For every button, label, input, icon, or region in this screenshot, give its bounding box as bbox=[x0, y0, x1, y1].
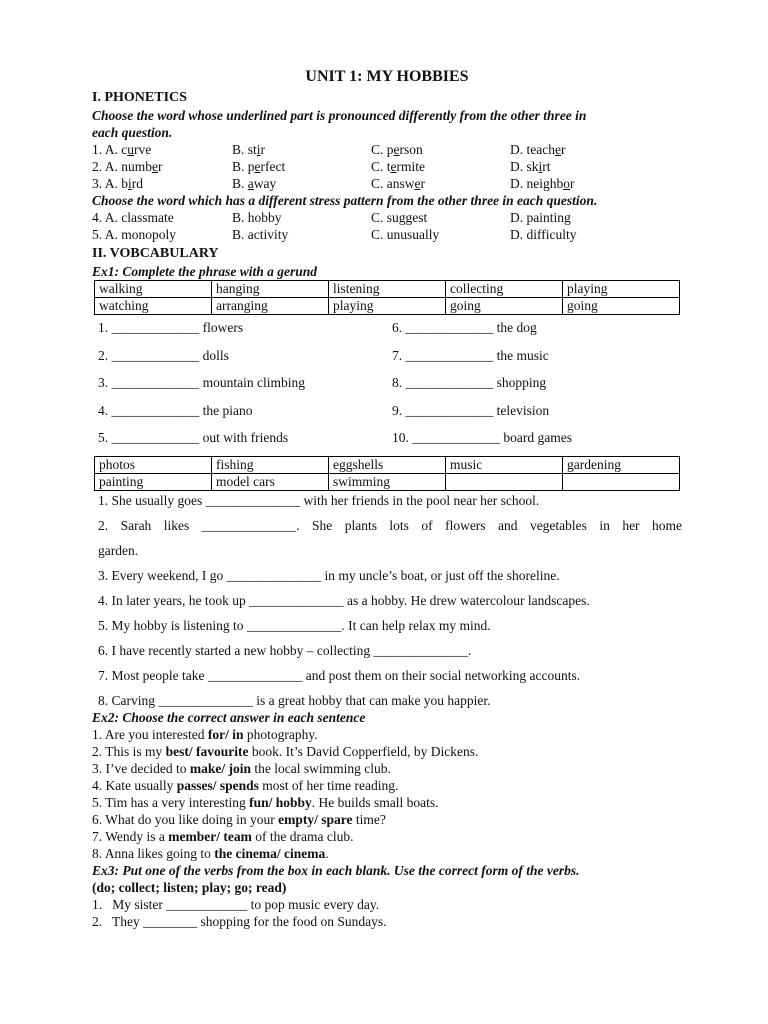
option: 4. A. classmate bbox=[92, 210, 174, 225]
ex2-choice: make/ join bbox=[189, 760, 251, 776]
fill-item: 10. _____________ board games bbox=[392, 430, 572, 445]
ex2-choice: the cinema/ cinema bbox=[214, 845, 326, 861]
option bbox=[92, 175, 232, 192]
option-text-pre: D. sk bbox=[510, 159, 539, 174]
question-row bbox=[92, 141, 682, 158]
ex2-text: 7. Wendy is a bbox=[92, 828, 169, 844]
sentence-5: 5. My hobby is listening to ______________. It can help relax my mind. bbox=[98, 617, 491, 633]
option-text-pre: C. answ bbox=[371, 176, 415, 191]
option bbox=[232, 158, 371, 175]
option-text-pre: D. teach bbox=[510, 142, 555, 157]
ex2-item bbox=[92, 794, 682, 811]
sentence-2a: 2. Sarah likes ______________. She plants lots of flowers and vegetables in her home bbox=[98, 517, 682, 533]
option-text-post: rfect bbox=[260, 159, 286, 174]
ex2-choice: best/ favourite bbox=[165, 743, 249, 759]
phonetics-heading: I. PHONETICS bbox=[92, 90, 187, 105]
gerund-word-box bbox=[94, 280, 680, 315]
fill-item: 2. _____________ dolls bbox=[98, 347, 229, 363]
ex2-item bbox=[92, 845, 682, 862]
option: 5. A. monopoly bbox=[92, 227, 177, 242]
option: B. activity bbox=[232, 227, 289, 242]
sentence-3: 3. Every weekend, I go ______________ in my uncle’s boat, or just off the shoreline. bbox=[98, 567, 560, 583]
box-cell: photos bbox=[95, 456, 212, 473]
sentence-6: 6. I have recently started a new hobby – collecting ______________. bbox=[98, 642, 472, 658]
option: C. unusually bbox=[371, 227, 440, 242]
ex2-item bbox=[92, 811, 682, 828]
option-text-pre: D. neighb bbox=[510, 176, 564, 191]
option-underlined: e bbox=[393, 142, 400, 157]
option-underlined: u bbox=[127, 142, 134, 157]
option-text-pre: B. st bbox=[232, 142, 257, 157]
ex2-text: photography. bbox=[243, 726, 318, 742]
instruction-1a: Choose the word whose underlined part is pronounced differently from the other three in bbox=[92, 108, 587, 123]
vocabulary-heading: II. VOBCABULARY bbox=[92, 246, 219, 261]
ex3-list bbox=[92, 896, 682, 930]
fill-item: 7. _____________ the music bbox=[392, 347, 549, 363]
box-cell: collecting bbox=[446, 281, 563, 298]
ex2-text: the local swimming club. bbox=[250, 760, 391, 776]
ex2-text: 1. Are you interested bbox=[92, 726, 208, 742]
sentence-8: 8. Carving ______________ is a great hobby that can make you happier. bbox=[98, 692, 491, 708]
fill-item: 9. _____________ television bbox=[392, 402, 550, 418]
option-text-post: r bbox=[158, 159, 163, 174]
option-text-post: r bbox=[260, 142, 266, 157]
ex2-text: . bbox=[325, 845, 329, 861]
option bbox=[92, 158, 232, 175]
option-text-post: rt bbox=[542, 159, 551, 174]
word-box-2 bbox=[94, 456, 680, 491]
stress-questions bbox=[92, 209, 682, 243]
ex3-verbs: (do; collect; listen; play; go; read) bbox=[92, 879, 287, 895]
option-text-post: way bbox=[253, 176, 277, 191]
ex2-text: of the drama club. bbox=[251, 828, 354, 844]
box-cell: arranging bbox=[212, 298, 329, 315]
option-underlined: e bbox=[152, 159, 159, 174]
ex2-choice: for/ in bbox=[207, 726, 244, 742]
ex2-title: Ex2: Choose the correct answer in each sentence bbox=[92, 709, 366, 725]
option-text-post: rd bbox=[131, 176, 144, 191]
box-cell: walking bbox=[95, 281, 212, 298]
option-text-pre: 2. A. numb bbox=[92, 159, 153, 174]
box-cell: hanging bbox=[212, 281, 329, 298]
question-row bbox=[92, 158, 682, 175]
ex2-choice: empty/ spare bbox=[278, 811, 353, 827]
ex2-item bbox=[92, 726, 682, 743]
fill-item: 5. _____________ out with friends bbox=[98, 430, 289, 445]
option-underlined: e bbox=[254, 159, 261, 174]
option bbox=[232, 141, 371, 158]
sentence-2b: garden. bbox=[98, 542, 139, 558]
option-underlined: o bbox=[563, 176, 570, 191]
phrase-fill-list bbox=[98, 319, 682, 457]
option-text-post: rson bbox=[399, 142, 423, 157]
box-cell: swimming bbox=[329, 473, 446, 490]
option-text-pre: B. bbox=[232, 176, 248, 191]
ex2-text: book. It’s David Copperfield, by Dickens. bbox=[248, 743, 479, 759]
option bbox=[371, 141, 510, 158]
box-row bbox=[95, 473, 680, 490]
option bbox=[371, 175, 510, 192]
ex2-text: 5. Tim has a very interesting bbox=[92, 794, 250, 810]
pronunciation-questions bbox=[92, 141, 682, 192]
instruction-1b: each question. bbox=[92, 125, 173, 140]
option: D. painting bbox=[510, 210, 571, 225]
instruction-2: Choose the word which has a different stress pattern from the other three in each question. bbox=[92, 193, 598, 208]
sentence-7: 7. Most people take ______________ and post them on their social networking accounts. bbox=[98, 667, 581, 683]
option: C. suggest bbox=[371, 210, 428, 225]
ex2-item bbox=[92, 828, 682, 845]
fill-item: 4. _____________ the piano bbox=[98, 402, 253, 418]
ex2-text: most of her time reading. bbox=[258, 777, 399, 793]
ex2-choice: fun/ hobby bbox=[249, 794, 312, 810]
box-cell: playing bbox=[329, 298, 446, 315]
option-text-pre: B. p bbox=[232, 159, 255, 174]
ex2-list bbox=[92, 726, 682, 862]
option bbox=[510, 158, 670, 175]
ex2-text: time? bbox=[352, 811, 386, 827]
option bbox=[510, 175, 670, 192]
option-text-post: rmite bbox=[396, 159, 426, 174]
fill-item: 1. _____________ flowers bbox=[98, 320, 244, 335]
option bbox=[232, 175, 371, 192]
ex2-choice: member/ team bbox=[168, 828, 252, 844]
option-underlined: e bbox=[390, 159, 397, 174]
ex2-item bbox=[92, 777, 682, 794]
option-underlined: i bbox=[256, 142, 261, 157]
option-underlined: a bbox=[247, 176, 254, 191]
ex3-item: 1. My sister ____________ to pop music every day. bbox=[92, 896, 380, 912]
option: B. hobby bbox=[232, 210, 282, 225]
box-row bbox=[95, 298, 680, 315]
option-text-post: r bbox=[560, 142, 566, 157]
option bbox=[510, 141, 670, 158]
option bbox=[92, 141, 232, 158]
box-row bbox=[95, 281, 680, 298]
worksheet bbox=[92, 68, 682, 930]
option-text-pre: C. t bbox=[371, 159, 391, 174]
ex2-text: 6. What do you like doing in your bbox=[92, 811, 279, 827]
box-cell: going bbox=[563, 298, 680, 315]
sentence-4: 4. In later years, he took up ______________ as a hobby. He drew watercolour landscapes. bbox=[98, 592, 590, 608]
fill-item: 3. _____________ mountain climbing bbox=[98, 375, 305, 390]
option-underlined: i bbox=[538, 159, 543, 174]
option-text-pre: C. p bbox=[371, 142, 394, 157]
option-text-post: rve bbox=[134, 142, 152, 157]
option-text-pre: 1. A. c bbox=[92, 142, 128, 157]
box-cell bbox=[446, 473, 563, 490]
question-row bbox=[92, 209, 682, 226]
option-underlined: e bbox=[414, 176, 421, 191]
ex3-item: 2. They ________ shopping for the food on Sundays. bbox=[92, 913, 387, 929]
box-cell: music bbox=[446, 456, 563, 473]
box-cell: going bbox=[446, 298, 563, 315]
box-cell bbox=[563, 473, 680, 490]
fill-item: 6. _____________ the dog bbox=[392, 320, 537, 335]
box-row bbox=[95, 456, 680, 473]
box-cell: gardening bbox=[563, 456, 680, 473]
ex2-item bbox=[92, 743, 682, 760]
ex2-text: 8. Anna likes going to bbox=[92, 845, 215, 861]
fill-item: 8. _____________ shopping bbox=[392, 375, 547, 390]
box-cell: playing bbox=[563, 281, 680, 298]
box-cell: watching bbox=[95, 298, 212, 315]
box-cell: fishing bbox=[212, 456, 329, 473]
ex2-text: 2. This is my bbox=[92, 743, 166, 759]
ex1-title: Ex1: Complete the phrase with a gerund bbox=[92, 264, 318, 279]
sentence-1: 1. She usually goes ______________ with her friends in the pool near her school. bbox=[98, 492, 540, 508]
option-underlined: e bbox=[554, 142, 561, 157]
option-text-post: r bbox=[420, 176, 425, 191]
ex3-title: Ex3: Put one of the verbs from the box in each blank. Use the correct form of the verbs. bbox=[92, 862, 580, 878]
question-row bbox=[92, 226, 682, 243]
option: D. difficulty bbox=[510, 227, 577, 242]
ex2-choice: passes/ spends bbox=[176, 777, 259, 793]
box-cell: model cars bbox=[212, 473, 329, 490]
option-text-post: r bbox=[570, 176, 575, 191]
box-cell: painting bbox=[95, 473, 212, 490]
sentence-list bbox=[98, 492, 682, 709]
box-cell: listening bbox=[329, 281, 446, 298]
option-underlined: i bbox=[128, 176, 132, 191]
option-text-pre: 3. A. b bbox=[92, 176, 129, 191]
option bbox=[371, 158, 510, 175]
box-cell: eggshells bbox=[329, 456, 446, 473]
ex2-text: . He builds small boats. bbox=[311, 794, 439, 810]
page-title: UNIT 1: MY HOBBIES bbox=[305, 68, 469, 85]
ex2-item bbox=[92, 760, 682, 777]
ex2-text: 3. I’ve decided to bbox=[92, 760, 190, 776]
ex2-text: 4. Kate usually bbox=[92, 777, 177, 793]
question-row bbox=[92, 175, 682, 192]
